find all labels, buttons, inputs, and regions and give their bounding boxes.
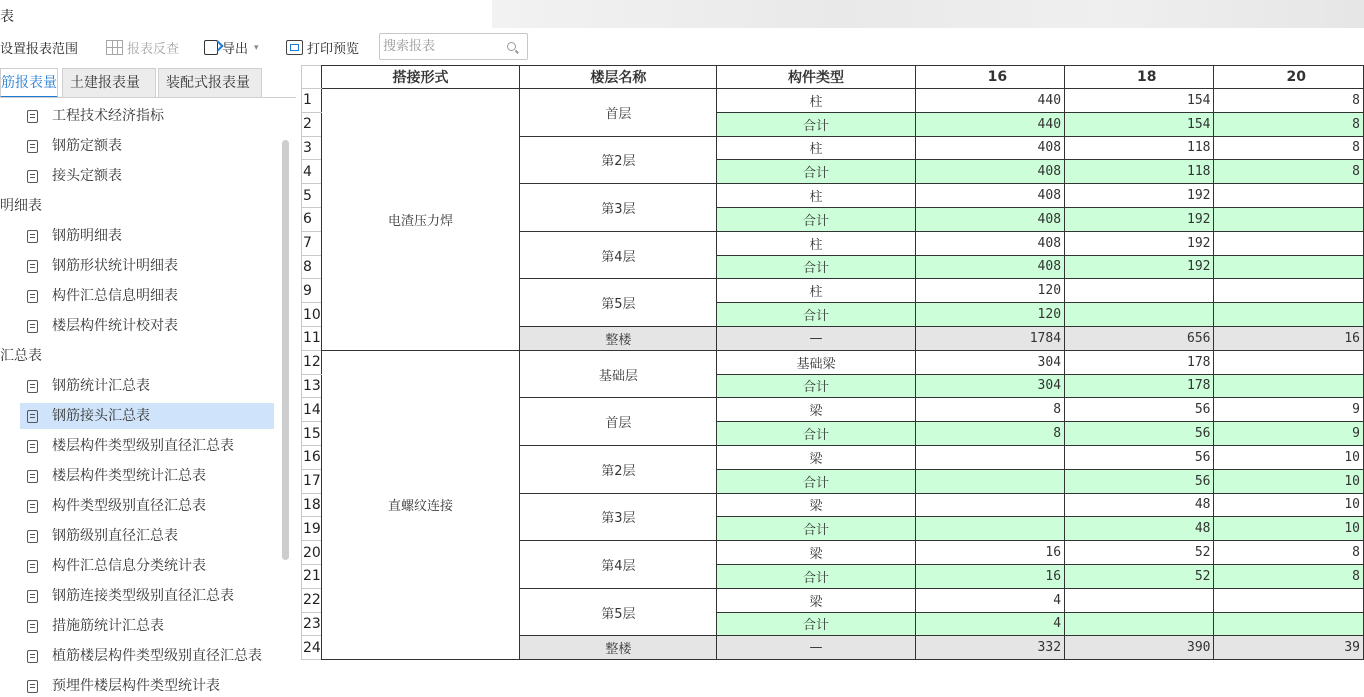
tree-item[interactable] xyxy=(0,552,280,580)
report-doc-icon xyxy=(27,410,38,423)
value-cell[interactable]: 8 xyxy=(1214,160,1364,184)
value-cell[interactable]: 656 xyxy=(1065,326,1214,350)
row-number: 3 xyxy=(302,136,322,160)
set-report-range-button[interactable] xyxy=(0,38,78,57)
tree-item[interactable] xyxy=(0,282,280,310)
value-cell[interactable]: 56 xyxy=(1065,422,1214,446)
value-cell[interactable]: 118 xyxy=(1065,136,1214,160)
tree-item-label: 钢筋定额表 xyxy=(52,138,122,154)
value-cell[interactable] xyxy=(915,517,1064,541)
tab-label: 装配式报表量 xyxy=(166,75,250,91)
component-type-cell[interactable]: 基础梁 xyxy=(717,350,915,374)
print-icon xyxy=(286,40,303,55)
row-number: 14 xyxy=(302,398,322,422)
value-cell[interactable]: 118 xyxy=(1065,160,1214,184)
row-number: 5 xyxy=(302,184,322,208)
tree-item-label: 明细表 xyxy=(0,198,42,214)
value-cell[interactable]: 56 xyxy=(1065,469,1214,493)
report-reverse-check-label: 报表反查 xyxy=(127,42,180,57)
column-header[interactable]: 构件类型 xyxy=(717,66,915,89)
component-type-cell[interactable]: — xyxy=(717,326,915,350)
value-cell[interactable]: 48 xyxy=(1065,493,1214,517)
table-row xyxy=(302,350,1364,374)
floor-name-cell[interactable]: 第4层 xyxy=(520,541,717,589)
export-button[interactable] xyxy=(204,38,259,57)
tree-item-label: 钢筋级别直径汇总表 xyxy=(52,528,178,544)
value-cell[interactable] xyxy=(1214,350,1364,374)
value-cell[interactable]: 408 xyxy=(915,255,1064,279)
value-cell[interactable]: 52 xyxy=(1065,541,1214,565)
value-cell[interactable]: 408 xyxy=(915,207,1064,231)
row-number: 11 xyxy=(302,326,322,350)
row-number: 7 xyxy=(302,231,322,255)
value-cell[interactable]: 16 xyxy=(1214,326,1364,350)
tree-item[interactable] xyxy=(0,102,280,130)
row-number: 17 xyxy=(302,469,322,493)
row-number: 24 xyxy=(302,636,322,660)
tree-item[interactable] xyxy=(0,672,280,697)
value-cell[interactable]: 332 xyxy=(915,636,1064,660)
component-type-cell[interactable]: 合计 xyxy=(717,303,915,327)
row-number: 4 xyxy=(302,160,322,184)
column-header[interactable]: 楼层名称 xyxy=(520,66,717,89)
row-number: 8 xyxy=(302,255,322,279)
report-doc-icon xyxy=(27,620,38,633)
floor-name-cell[interactable]: 第3层 xyxy=(520,184,717,232)
title-bar xyxy=(0,0,1364,30)
component-type-cell[interactable]: 梁 xyxy=(717,445,915,469)
set-report-range-label: 设置报表范围 xyxy=(0,42,79,57)
column-header[interactable]: 16 xyxy=(915,66,1064,89)
report-doc-icon xyxy=(27,170,38,183)
report-doc-icon xyxy=(27,500,38,513)
value-cell[interactable]: 56 xyxy=(1065,398,1214,422)
tree-item[interactable] xyxy=(0,162,280,190)
report-doc-icon xyxy=(27,470,38,483)
tree-item-label: 工程技术经济指标 xyxy=(52,108,164,124)
floor-name-cell[interactable]: 整楼 xyxy=(520,636,717,660)
tree-item[interactable] xyxy=(0,582,280,610)
value-cell[interactable]: 9 xyxy=(1214,398,1364,422)
export-icon xyxy=(204,40,218,55)
row-number: 2 xyxy=(302,112,322,136)
tree-item[interactable] xyxy=(0,612,280,640)
report-doc-icon xyxy=(27,590,38,603)
row-number-header xyxy=(302,66,322,89)
value-cell[interactable]: 120 xyxy=(915,279,1064,303)
floor-name-cell[interactable]: 第2层 xyxy=(520,136,717,184)
value-cell[interactable]: 10 xyxy=(1214,493,1364,517)
value-cell[interactable] xyxy=(1214,184,1364,208)
row-number: 6 xyxy=(302,207,322,231)
tree-item[interactable] xyxy=(0,222,280,250)
value-cell[interactable]: 192 xyxy=(1065,184,1214,208)
tree-item[interactable] xyxy=(0,432,280,460)
column-header[interactable]: 20 xyxy=(1214,66,1364,89)
value-cell[interactable] xyxy=(1214,374,1364,398)
report-table xyxy=(301,65,1364,660)
tab-prefab-report[interactable] xyxy=(158,68,262,98)
value-cell[interactable]: 4 xyxy=(915,612,1064,636)
value-cell[interactable]: 178 xyxy=(1065,350,1214,374)
tree-item[interactable] xyxy=(0,462,280,490)
value-cell[interactable] xyxy=(915,445,1064,469)
value-cell[interactable]: 440 xyxy=(915,89,1064,113)
row-number: 22 xyxy=(302,588,322,612)
tab-rebar-report[interactable] xyxy=(0,68,58,98)
value-cell[interactable]: 39 xyxy=(1214,636,1364,660)
value-cell[interactable]: 4 xyxy=(915,588,1064,612)
tab-label: 筋报表量 xyxy=(1,75,57,91)
component-type-cell[interactable]: 柱 xyxy=(717,184,915,208)
tree-item[interactable] xyxy=(0,642,280,670)
value-cell[interactable]: 10 xyxy=(1214,445,1364,469)
search-box xyxy=(379,33,528,60)
value-cell[interactable]: 8 xyxy=(1214,136,1364,160)
tab-civil-report[interactable] xyxy=(62,68,156,98)
component-type-cell[interactable]: 合计 xyxy=(717,469,915,493)
value-cell[interactable] xyxy=(1214,303,1364,327)
tree-group[interactable] xyxy=(0,192,280,220)
print-preview-button[interactable] xyxy=(286,38,359,57)
row-number: 20 xyxy=(302,541,322,565)
value-cell[interactable] xyxy=(1214,588,1364,612)
value-cell[interactable] xyxy=(1214,231,1364,255)
report-tabs xyxy=(0,68,300,98)
row-number: 19 xyxy=(302,517,322,541)
value-cell[interactable] xyxy=(1065,279,1214,303)
value-cell[interactable] xyxy=(1214,207,1364,231)
floor-name-cell[interactable]: 第3层 xyxy=(520,493,717,541)
value-cell[interactable]: 16 xyxy=(915,541,1064,565)
report-doc-icon xyxy=(27,260,38,273)
row-number: 10 xyxy=(302,303,322,327)
connection-type-cell[interactable]: 直螺纹连接 xyxy=(321,350,519,659)
component-type-cell[interactable]: 合计 xyxy=(717,255,915,279)
component-type-cell[interactable]: — xyxy=(717,636,915,660)
value-cell[interactable]: 304 xyxy=(915,374,1064,398)
tab-label: 土建报表量 xyxy=(70,75,140,91)
floor-name-cell[interactable]: 首层 xyxy=(520,89,717,137)
tree-item-label: 汇总表 xyxy=(0,348,42,364)
component-type-cell[interactable]: 合计 xyxy=(717,207,915,231)
value-cell[interactable]: 9 xyxy=(1214,422,1364,446)
report-doc-icon xyxy=(27,290,38,303)
value-cell[interactable]: 192 xyxy=(1065,231,1214,255)
row-number: 15 xyxy=(302,422,322,446)
component-type-cell[interactable]: 合计 xyxy=(717,517,915,541)
value-cell[interactable]: 192 xyxy=(1065,207,1214,231)
component-type-cell[interactable]: 梁 xyxy=(717,541,915,565)
tree-item-label: 预埋件楼层构件类型统计表 xyxy=(52,678,220,694)
value-cell[interactable]: 16 xyxy=(915,564,1064,588)
report-reverse-check-button[interactable] xyxy=(106,38,179,57)
report-doc-icon xyxy=(27,680,38,693)
tree-item-label: 植筋楼层构件类型级别直径汇总表 xyxy=(52,648,262,664)
component-type-cell[interactable]: 合计 xyxy=(717,612,915,636)
search-input[interactable] xyxy=(380,34,498,59)
value-cell[interactable]: 120 xyxy=(915,303,1064,327)
value-cell[interactable] xyxy=(1214,255,1364,279)
value-cell[interactable]: 56 xyxy=(1065,445,1214,469)
component-type-cell[interactable]: 柱 xyxy=(717,279,915,303)
value-cell[interactable]: 8 xyxy=(1214,89,1364,113)
search-icon[interactable] xyxy=(507,42,516,51)
value-cell[interactable]: 408 xyxy=(915,231,1064,255)
window-title: 表 xyxy=(0,9,14,25)
grid-icon xyxy=(106,40,123,55)
value-cell[interactable]: 8 xyxy=(1214,564,1364,588)
value-cell[interactable] xyxy=(915,493,1064,517)
floor-name-cell[interactable]: 第2层 xyxy=(520,445,717,493)
tree-item-label: 措施筋统计汇总表 xyxy=(52,618,164,634)
row-number: 18 xyxy=(302,493,322,517)
column-header[interactable]: 搭接形式 xyxy=(321,66,519,89)
row-number: 12 xyxy=(302,350,322,374)
tree-item-label: 钢筋统计汇总表 xyxy=(52,378,150,394)
table-header-row xyxy=(302,66,1364,89)
tree-group[interactable] xyxy=(0,342,280,370)
tree-item[interactable] xyxy=(0,522,280,550)
value-cell[interactable]: 304 xyxy=(915,350,1064,374)
floor-name-cell[interactable]: 整楼 xyxy=(520,326,717,350)
report-doc-icon xyxy=(27,140,38,153)
floor-name-cell[interactable]: 首层 xyxy=(520,398,717,446)
tree-item-label: 构件汇总信息分类统计表 xyxy=(52,558,206,574)
row-number: 16 xyxy=(302,445,322,469)
report-doc-icon xyxy=(27,230,38,243)
tree-item[interactable] xyxy=(0,402,280,430)
value-cell[interactable]: 8 xyxy=(1214,112,1364,136)
value-cell[interactable]: 8 xyxy=(1214,541,1364,565)
value-cell[interactable]: 178 xyxy=(1065,374,1214,398)
report-doc-icon xyxy=(27,560,38,573)
tree-item[interactable] xyxy=(0,252,280,280)
value-cell[interactable]: 154 xyxy=(1065,89,1214,113)
report-doc-icon xyxy=(27,530,38,543)
value-cell[interactable] xyxy=(1065,612,1214,636)
value-cell[interactable]: 440 xyxy=(915,112,1064,136)
tree-item-label: 楼层构件类型统计汇总表 xyxy=(52,468,206,484)
tree-item[interactable] xyxy=(0,312,280,340)
tree-item[interactable] xyxy=(0,132,280,160)
tree-item-label: 楼层构件统计校对表 xyxy=(52,318,178,334)
floor-name-cell[interactable]: 第5层 xyxy=(520,588,717,636)
component-type-cell[interactable]: 梁 xyxy=(717,493,915,517)
table-row xyxy=(302,89,1364,113)
row-number: 21 xyxy=(302,564,322,588)
value-cell[interactable]: 8 xyxy=(915,422,1064,446)
value-cell[interactable]: 10 xyxy=(1214,517,1364,541)
tree-item-label: 接头定额表 xyxy=(52,168,122,184)
component-type-cell[interactable]: 梁 xyxy=(717,588,915,612)
value-cell[interactable]: 48 xyxy=(1065,517,1214,541)
report-grid xyxy=(301,65,1364,697)
tree-item-label: 构件类型级别直径汇总表 xyxy=(52,498,206,514)
component-type-cell[interactable]: 合计 xyxy=(717,374,915,398)
toolbar xyxy=(0,30,1364,64)
print-preview-label: 打印预览 xyxy=(307,42,360,57)
component-type-cell[interactable]: 合计 xyxy=(717,112,915,136)
value-cell[interactable]: 408 xyxy=(915,184,1064,208)
report-tree xyxy=(0,98,280,697)
blurred-area xyxy=(492,0,1364,28)
floor-name-cell[interactable]: 第5层 xyxy=(520,279,717,327)
report-doc-icon xyxy=(27,320,38,333)
value-cell[interactable]: 192 xyxy=(1065,255,1214,279)
value-cell[interactable]: 408 xyxy=(915,136,1064,160)
row-number: 13 xyxy=(302,374,322,398)
report-doc-icon xyxy=(27,110,38,123)
value-cell[interactable]: 52 xyxy=(1065,564,1214,588)
column-header[interactable]: 18 xyxy=(1065,66,1214,89)
tree-item-label: 钢筋接头汇总表 xyxy=(52,408,150,424)
chevron-down-icon[interactable]: ▾ xyxy=(254,42,259,53)
report-doc-icon xyxy=(27,380,38,393)
value-cell[interactable] xyxy=(1214,612,1364,636)
value-cell[interactable] xyxy=(915,469,1064,493)
tree-item-label: 钢筋形状统计明细表 xyxy=(52,258,178,274)
value-cell[interactable]: 1784 xyxy=(915,326,1064,350)
row-number: 23 xyxy=(302,612,322,636)
tree-item[interactable] xyxy=(0,492,280,520)
tree-item-label: 楼层构件类型级别直径汇总表 xyxy=(52,438,234,454)
component-type-cell[interactable]: 柱 xyxy=(717,136,915,160)
report-doc-icon xyxy=(27,440,38,453)
value-cell[interactable]: 10 xyxy=(1214,469,1364,493)
component-type-cell[interactable]: 柱 xyxy=(717,231,915,255)
value-cell[interactable] xyxy=(1065,588,1214,612)
report-doc-icon xyxy=(27,650,38,663)
value-cell[interactable]: 8 xyxy=(915,398,1064,422)
tree-scrollbar-thumb[interactable] xyxy=(282,140,289,560)
component-type-cell[interactable]: 梁 xyxy=(717,398,915,422)
value-cell[interactable] xyxy=(1214,279,1364,303)
tree-item-label: 钢筋明细表 xyxy=(52,228,122,244)
value-cell[interactable] xyxy=(1065,303,1214,327)
value-cell[interactable]: 408 xyxy=(915,160,1064,184)
export-label: 导出 xyxy=(222,42,249,57)
component-type-cell[interactable]: 合计 xyxy=(717,160,915,184)
value-cell[interactable]: 154 xyxy=(1065,112,1214,136)
component-type-cell[interactable]: 合计 xyxy=(717,422,915,446)
component-type-cell[interactable]: 合计 xyxy=(717,564,915,588)
row-number: 9 xyxy=(302,279,322,303)
tree-item-label: 构件汇总信息明细表 xyxy=(52,288,178,304)
component-type-cell[interactable]: 柱 xyxy=(717,89,915,113)
tree-item[interactable] xyxy=(0,372,280,400)
connection-type-cell[interactable]: 电渣压力焊 xyxy=(321,89,519,351)
floor-name-cell[interactable]: 第4层 xyxy=(520,231,717,279)
row-number: 1 xyxy=(302,89,322,113)
floor-name-cell[interactable]: 基础层 xyxy=(520,350,717,398)
value-cell[interactable]: 390 xyxy=(1065,636,1214,660)
tree-item-label: 钢筋连接类型级别直径汇总表 xyxy=(52,588,234,604)
